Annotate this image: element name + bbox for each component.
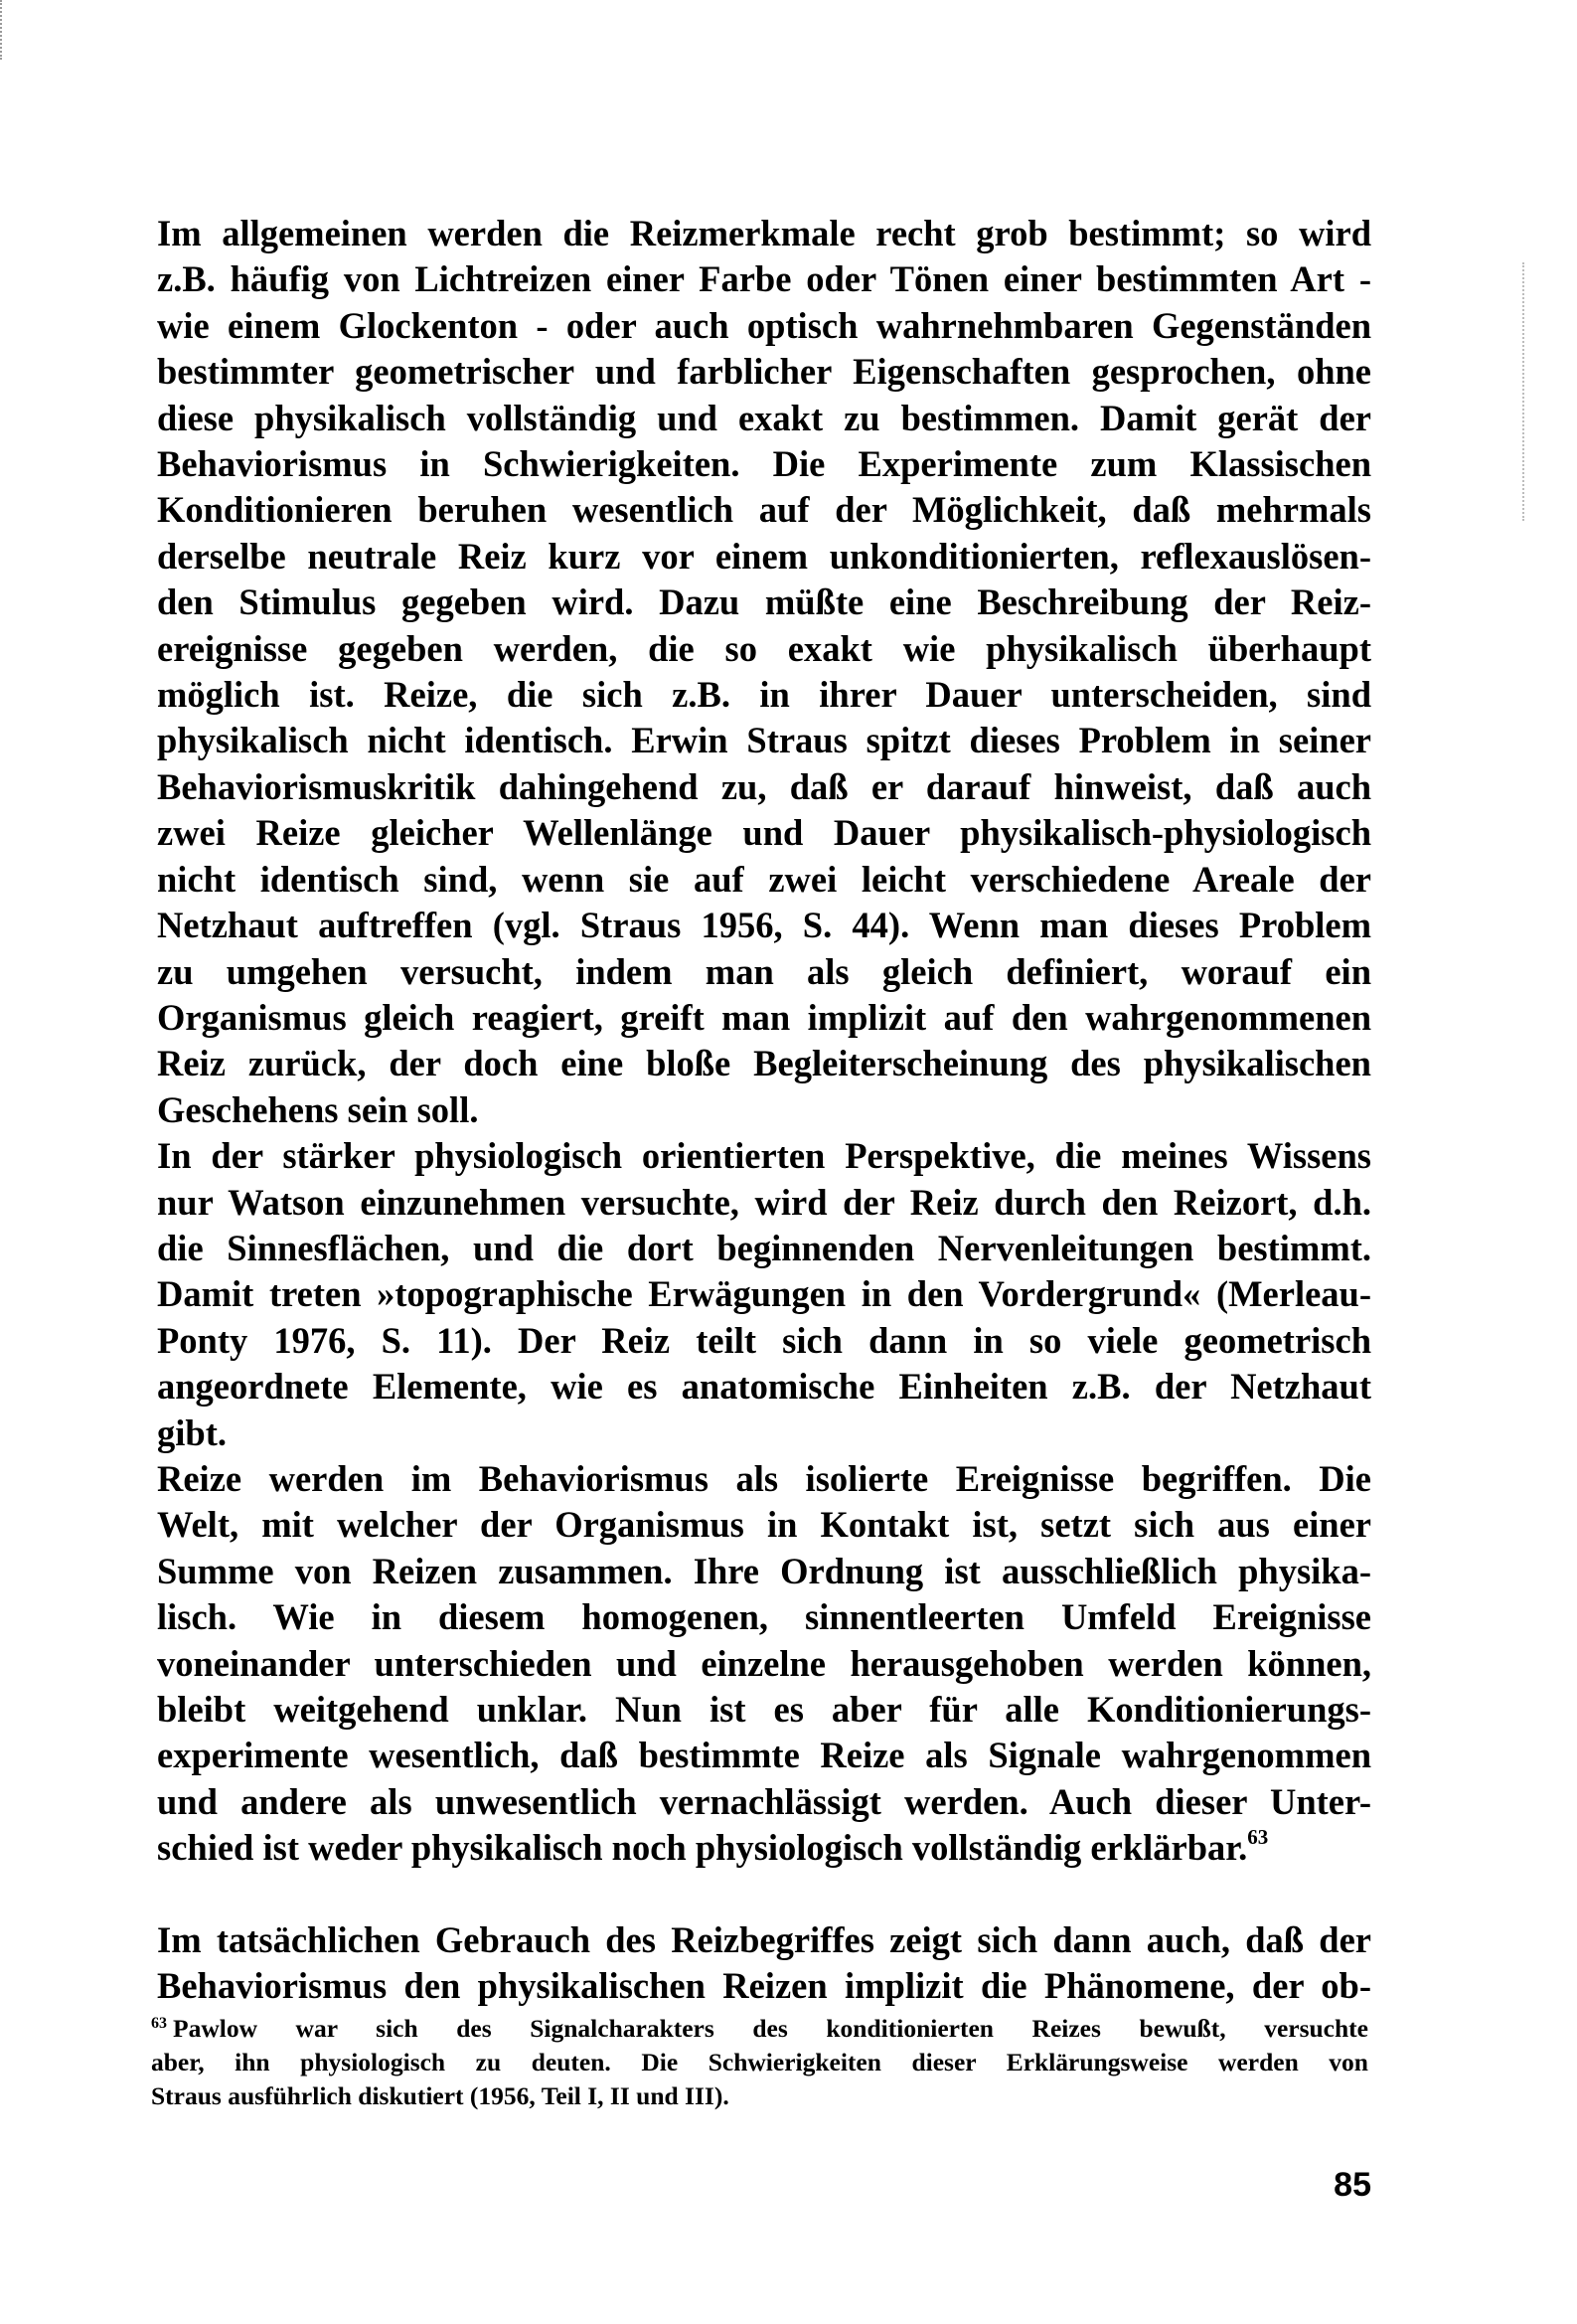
text-line: Konditionieren beruhen wesentlich auf der Möglichkeit, daß mehrmals	[157, 489, 1371, 531]
text-line: Im allgemeinen werden die Reizmerkmale recht grob bestimmt; so wird	[157, 213, 1371, 253]
text-line: z.B. häufig von Lichtreizen einer Farbe oder Tönen einer bestimmten Art -	[157, 258, 1371, 300]
text-line: zu umgehen versucht, indem man als gleich definiert, worauf ein	[157, 950, 1371, 992]
text-line: nicht identisch sind, wenn sie auf zwei leicht verschiedene Areale der	[157, 858, 1371, 900]
text-line: nur Watson einzunehmen versuchte, wird der Reiz durch den Reizort, d.h.	[157, 1181, 1371, 1223]
footnote-line	[151, 2012, 1368, 2046]
text-line: derselbe neutrale Reiz kurz vor einem unkonditionierten, reflexauslösen-	[157, 535, 1371, 577]
text-line: Behaviorismus in Schwierigkeiten. Die Experimente zum Klassischen	[157, 443, 1371, 485]
text-line: Behaviorismuskritik dahingehend zu, daß er darauf hinweist, daß auch	[157, 765, 1371, 807]
text-line: Behaviorismus den physikalischen Reizen implizit die Phänomene, der ob-	[157, 1965, 1371, 2007]
text-line: Welt, mit welcher der Organismus in Kontakt ist, setzt sich aus einer	[157, 1504, 1371, 1546]
text-line: möglich ist. Reize, die sich z.B. in ihrer Dauer unterscheiden, sind	[157, 674, 1371, 716]
text-line: angeordnete Elemente, wie es anatomische Einheiten z.B. der Netzhaut	[157, 1366, 1371, 1408]
page-number: 85	[1334, 2166, 1371, 2204]
margin-dotted-mark	[1522, 262, 1524, 521]
footnote-line: aber, ihn physiologisch zu deuten. Die Schwierigkeiten dieser Erklärungsweise werden von	[151, 2048, 1368, 2076]
paragraph-4	[157, 1917, 1371, 2010]
text-line	[157, 1825, 1371, 1871]
text-line: und andere als unwesentlich vernachlässigt werden. Auch dieser Unter-	[157, 1780, 1371, 1822]
text-line: Netzhaut auftreffen (vgl. Straus 1956, S. 44). Wenn man dieses Problem	[157, 905, 1371, 946]
paragraph-1	[157, 211, 1371, 1133]
text-line: Organismus gleich reagiert, greift man implizit auf den wahrgenommenen	[157, 996, 1371, 1038]
text-line: Damit treten »topographische Erwägungen in den Vordergrund« (Merleau-	[157, 1273, 1371, 1315]
text-line: lisch. Wie in diesem homogenen, sinnentleerten Umfeld Ereignisse	[157, 1596, 1371, 1638]
text-line: Reiz zurück, der doch eine bloße Begleiterscheinung des physikalischen	[157, 1043, 1371, 1084]
scan-edge-mark	[0, 0, 2, 60]
text-line: Ponty 1976, S. 11). Der Reiz teilt sich dann in so viele geometrisch	[157, 1319, 1371, 1361]
body-text	[157, 211, 1371, 2009]
footnote-line-content: Pawlow war sich des Signalcharakters des konditionierten Reizes bewußt, versuchte	[173, 2014, 1368, 2043]
text-line: zwei Reize gleicher Wellenlänge und Dauer physikalisch-physiologisch	[157, 812, 1371, 854]
text-line: Im tatsächlichen Gebrauch des Reizbegriffes zeigt sich dann auch, daß der	[157, 1918, 1371, 1960]
text-line: voneinander unterschieden und einzelne herausgehoben werden können,	[157, 1642, 1371, 1684]
text-line: Reize werden im Behaviorismus als isolierte Ereignisse begriffen. Die	[157, 1457, 1371, 1499]
footnote-line: Straus ausführlich diskutiert (1956, Teil I, II und III).	[151, 2081, 729, 2110]
paragraph-2	[157, 1133, 1371, 1456]
text-line: ereignisse gegeben werden, die so exakt wie physikalisch überhaupt	[157, 627, 1371, 669]
text-line: gibt.	[157, 1411, 227, 1453]
text-line: den Stimulus gegeben wird. Dazu müßte eine Beschreibung der Reiz-	[157, 581, 1371, 623]
text-line: Geschehens sein soll.	[157, 1088, 479, 1130]
footnote	[151, 2012, 1368, 2113]
footnote-reference[interactable]: 63	[1247, 1825, 1269, 1850]
text-line: Summe von Reizen zusammen. Ihre Ordnung ist ausschließlich physika-	[157, 1550, 1371, 1591]
text-line: physikalisch nicht identisch. Erwin Straus spitzt dieses Problem in seiner	[157, 720, 1371, 761]
footnote-mark: 63	[151, 2015, 167, 2032]
text-line: wie einem Glockenton - oder auch optisch wahrnehmbaren Gegenständen	[157, 304, 1371, 346]
text-line: bleibt weitgehend unklar. Nun ist es aber für alle Konditionierungs-	[157, 1689, 1371, 1730]
text-line: In der stärker physiologisch orientierten Perspektive, die meines Wissens	[157, 1135, 1371, 1177]
text-line: diese physikalisch vollständig und exakt zu bestimmen. Damit gerät der	[157, 397, 1371, 438]
text-line: experimente wesentlich, daß bestimmte Reize als Signale wahrgenommen	[157, 1735, 1371, 1776]
text-line: bestimmter geometrischer und farblicher Eigenschaften gesprochen, ohne	[157, 351, 1371, 393]
paragraph-3	[157, 1456, 1371, 1872]
text-line: die Sinnesflächen, und die dort beginnenden Nervenleitungen bestimmt.	[157, 1227, 1371, 1268]
text-line-content: schied ist weder physikalisch noch physiologisch vollständig erklärbar.	[157, 1827, 1248, 1869]
section-gap	[157, 1872, 1371, 1917]
